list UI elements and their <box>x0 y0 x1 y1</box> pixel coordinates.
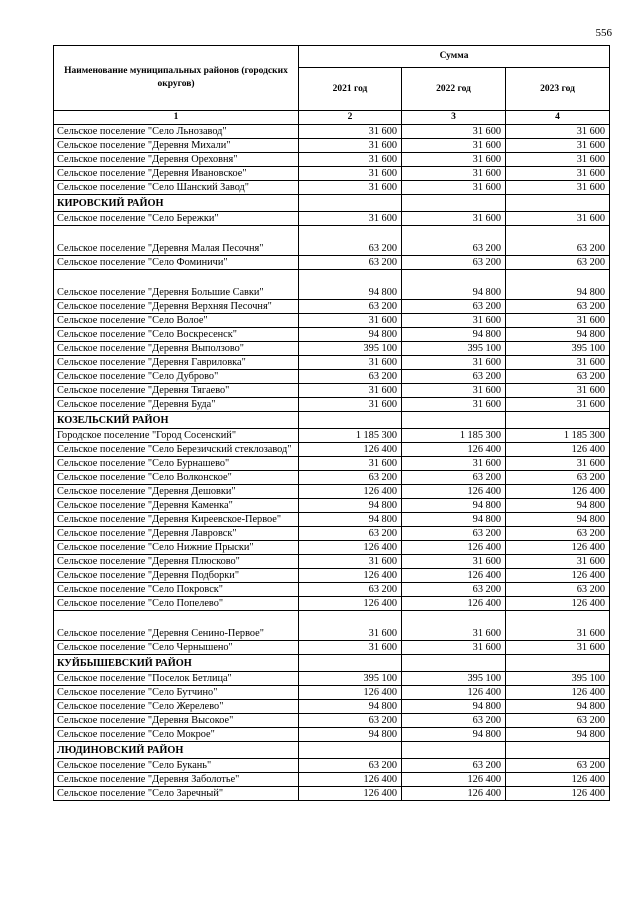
settlement-name: Сельское поселение "Село Нижние Прыски" <box>54 541 299 555</box>
table-row <box>54 212 610 226</box>
amount-2021: 31 600 <box>299 398 402 412</box>
amount-2022: 94 800 <box>402 270 506 300</box>
settlement-name: Сельское поселение "Деревня Сенино-Первое" <box>54 611 299 641</box>
empty-cell <box>402 195 506 212</box>
settlement-name: Сельское поселение "Деревня Киреевское-Первое" <box>54 513 299 527</box>
amount-2021: 31 600 <box>299 212 402 226</box>
table-row <box>54 787 610 801</box>
amount-2021: 94 800 <box>299 499 402 513</box>
budget-table <box>53 45 610 801</box>
amount-2023: 31 600 <box>506 356 610 370</box>
amount-2021: 31 600 <box>299 125 402 139</box>
amount-2022: 31 600 <box>402 139 506 153</box>
amount-2021: 94 800 <box>299 700 402 714</box>
settlement-name: Сельское поселение "Село Фоминичи" <box>54 256 299 270</box>
settlement-name: Сельское поселение "Деревня Плюсково" <box>54 555 299 569</box>
settlement-name: Сельское поселение "Село Льнозавод" <box>54 125 299 139</box>
district-name: ЛЮДИНОВСКИЙ РАЙОН <box>54 742 299 759</box>
amount-2023: 63 200 <box>506 714 610 728</box>
settlement-name: Сельское поселение "Поселок Бетлица" <box>54 672 299 686</box>
amount-2021: 31 600 <box>299 314 402 328</box>
settlement-name: Сельское поселение "Деревня Выползово" <box>54 342 299 356</box>
table-row <box>54 443 610 457</box>
amount-2022: 126 400 <box>402 597 506 611</box>
table-row <box>54 611 610 641</box>
amount-2023: 395 100 <box>506 672 610 686</box>
amount-2023: 63 200 <box>506 300 610 314</box>
amount-2023: 31 600 <box>506 139 610 153</box>
empty-cell <box>506 412 610 429</box>
amount-2023: 31 600 <box>506 153 610 167</box>
amount-2022: 1 185 300 <box>402 429 506 443</box>
table-row <box>54 672 610 686</box>
amount-2021: 395 100 <box>299 342 402 356</box>
page-number: 556 <box>595 27 612 39</box>
amount-2023: 31 600 <box>506 641 610 655</box>
amount-2023: 63 200 <box>506 759 610 773</box>
amount-2023: 126 400 <box>506 773 610 787</box>
settlement-name: Сельское поселение "Деревня Верхняя Песочня" <box>54 300 299 314</box>
amount-2022: 126 400 <box>402 787 506 801</box>
amount-2023: 31 600 <box>506 398 610 412</box>
table-row <box>54 457 610 471</box>
table-row <box>54 499 610 513</box>
amount-2023: 63 200 <box>506 471 610 485</box>
amount-2022: 31 600 <box>402 641 506 655</box>
settlement-name: Сельское поселение "Село Волконское" <box>54 471 299 485</box>
table-row <box>54 471 610 485</box>
amount-2023: 126 400 <box>506 569 610 583</box>
amount-2021: 31 600 <box>299 384 402 398</box>
district-header-row <box>54 742 610 759</box>
amount-2023: 31 600 <box>506 314 610 328</box>
amount-2022: 94 800 <box>402 513 506 527</box>
table-row <box>54 597 610 611</box>
table-row <box>54 167 610 181</box>
amount-2022: 63 200 <box>402 583 506 597</box>
settlement-name: Сельское поселение "Деревня Михали" <box>54 139 299 153</box>
table-row <box>54 342 610 356</box>
table-row <box>54 300 610 314</box>
amount-2021: 63 200 <box>299 471 402 485</box>
table-row <box>54 773 610 787</box>
amount-2022: 63 200 <box>402 759 506 773</box>
empty-cell <box>402 742 506 759</box>
table-row <box>54 728 610 742</box>
amount-2023: 31 600 <box>506 384 610 398</box>
amount-2021: 63 200 <box>299 300 402 314</box>
amount-2021: 63 200 <box>299 583 402 597</box>
amount-2022: 31 600 <box>402 611 506 641</box>
settlement-name: Сельское поселение "Деревня Дешовки" <box>54 485 299 499</box>
amount-2021: 31 600 <box>299 611 402 641</box>
amount-2021: 63 200 <box>299 714 402 728</box>
settlement-name: Сельское поселение "Село Заречный" <box>54 787 299 801</box>
table-row <box>54 583 610 597</box>
settlement-name: Сельское поселение "Деревня Лавровск" <box>54 527 299 541</box>
settlement-name: Сельское поселение "Деревня Буда" <box>54 398 299 412</box>
settlement-name: Сельское поселение "Село Бутчино" <box>54 686 299 700</box>
empty-cell <box>506 742 610 759</box>
table-row <box>54 700 610 714</box>
settlement-name: Сельское поселение "Деревня Большие Савки" <box>54 270 299 300</box>
amount-2023: 31 600 <box>506 212 610 226</box>
table-row <box>54 125 610 139</box>
settlement-name: Сельское поселение "Деревня Гавриловка" <box>54 356 299 370</box>
table-row <box>54 384 610 398</box>
amount-2023: 94 800 <box>506 700 610 714</box>
amount-2021: 126 400 <box>299 597 402 611</box>
settlement-name: Сельское поселение "Село Мокрое" <box>54 728 299 742</box>
amount-2023: 63 200 <box>506 583 610 597</box>
amount-2023: 63 200 <box>506 527 610 541</box>
amount-2021: 63 200 <box>299 370 402 384</box>
settlement-name: Сельское поселение "Село Жерелево" <box>54 700 299 714</box>
district-header-row <box>54 195 610 212</box>
column-index-2: 2 <box>299 111 402 125</box>
amount-2023: 94 800 <box>506 270 610 300</box>
column-index-1: 1 <box>54 111 299 125</box>
amount-2022: 63 200 <box>402 370 506 384</box>
table-row <box>54 569 610 583</box>
empty-cell <box>299 195 402 212</box>
amount-2022: 31 600 <box>402 314 506 328</box>
amount-2021: 94 800 <box>299 270 402 300</box>
amount-2022: 94 800 <box>402 700 506 714</box>
amount-2022: 31 600 <box>402 398 506 412</box>
year-header-2023: 2023 год <box>506 68 610 111</box>
settlement-name: Сельское поселение "Деревня Заболотье" <box>54 773 299 787</box>
amount-2022: 31 600 <box>402 555 506 569</box>
amount-2021: 31 600 <box>299 356 402 370</box>
amount-2022: 31 600 <box>402 181 506 195</box>
table-row <box>54 370 610 384</box>
district-name: КУЙБЫШЕВСКИЙ РАЙОН <box>54 655 299 672</box>
year-header-2021: 2021 год <box>299 68 402 111</box>
amount-2022: 63 200 <box>402 471 506 485</box>
amount-2021: 31 600 <box>299 457 402 471</box>
amount-2023: 126 400 <box>506 443 610 457</box>
year-header-2022: 2022 год <box>402 68 506 111</box>
column-index-4: 4 <box>506 111 610 125</box>
amount-2021: 395 100 <box>299 672 402 686</box>
amount-2023: 63 200 <box>506 226 610 256</box>
amount-2021: 94 800 <box>299 328 402 342</box>
amount-2022: 63 200 <box>402 300 506 314</box>
empty-cell <box>402 412 506 429</box>
amount-2022: 94 800 <box>402 328 506 342</box>
amount-2022: 31 600 <box>402 356 506 370</box>
amount-2022: 31 600 <box>402 457 506 471</box>
table-row <box>54 153 610 167</box>
sum-header: Сумма <box>299 46 610 68</box>
settlement-name: Сельское поселение "Село Бережки" <box>54 212 299 226</box>
amount-2023: 94 800 <box>506 513 610 527</box>
table-row <box>54 398 610 412</box>
amount-2021: 31 600 <box>299 641 402 655</box>
settlement-name: Сельское поселение "Деревня Малая Песочня" <box>54 226 299 256</box>
district-header-row <box>54 412 610 429</box>
settlement-name: Сельское поселение "Село Покровск" <box>54 583 299 597</box>
settlement-name: Сельское поселение "Село Волое" <box>54 314 299 328</box>
table-row <box>54 314 610 328</box>
table-row <box>54 356 610 370</box>
amount-2021: 126 400 <box>299 485 402 499</box>
empty-cell <box>506 655 610 672</box>
table-row <box>54 226 610 256</box>
amount-2022: 63 200 <box>402 226 506 256</box>
amount-2022: 63 200 <box>402 256 506 270</box>
amount-2021: 126 400 <box>299 569 402 583</box>
amount-2021: 63 200 <box>299 759 402 773</box>
district-header-row <box>54 655 610 672</box>
amount-2022: 31 600 <box>402 167 506 181</box>
table-row <box>54 714 610 728</box>
amount-2022: 31 600 <box>402 125 506 139</box>
amount-2023: 31 600 <box>506 457 610 471</box>
amount-2023: 94 800 <box>506 328 610 342</box>
settlement-name: Сельское поселение "Село Дуброво" <box>54 370 299 384</box>
amount-2023: 31 600 <box>506 125 610 139</box>
amount-2021: 126 400 <box>299 773 402 787</box>
amount-2023: 31 600 <box>506 611 610 641</box>
table-row <box>54 270 610 300</box>
amount-2021: 31 600 <box>299 167 402 181</box>
amount-2023: 94 800 <box>506 499 610 513</box>
empty-cell <box>299 412 402 429</box>
amount-2021: 126 400 <box>299 443 402 457</box>
settlement-name: Сельское поселение "Село Воскресенск" <box>54 328 299 342</box>
amount-2021: 63 200 <box>299 527 402 541</box>
settlement-name: Сельское поселение "Село Шанский Завод" <box>54 181 299 195</box>
table-row <box>54 181 610 195</box>
table-row <box>54 641 610 655</box>
table-row <box>54 541 610 555</box>
amount-2021: 31 600 <box>299 139 402 153</box>
amount-2022: 63 200 <box>402 527 506 541</box>
amount-2021: 126 400 <box>299 541 402 555</box>
amount-2022: 31 600 <box>402 384 506 398</box>
amount-2023: 126 400 <box>506 597 610 611</box>
amount-2021: 126 400 <box>299 686 402 700</box>
amount-2023: 126 400 <box>506 485 610 499</box>
amount-2022: 94 800 <box>402 499 506 513</box>
amount-2022: 31 600 <box>402 212 506 226</box>
settlement-name: Сельское поселение "Деревня Высокое" <box>54 714 299 728</box>
table-row <box>54 429 610 443</box>
amount-2021: 63 200 <box>299 256 402 270</box>
amount-2023: 31 600 <box>506 555 610 569</box>
amount-2023: 126 400 <box>506 686 610 700</box>
amount-2022: 126 400 <box>402 485 506 499</box>
settlement-name: Сельское поселение "Деревня Подборки" <box>54 569 299 583</box>
table-row <box>54 759 610 773</box>
amount-2023: 94 800 <box>506 728 610 742</box>
amount-2023: 31 600 <box>506 181 610 195</box>
amount-2021: 31 600 <box>299 181 402 195</box>
table-row <box>54 328 610 342</box>
amount-2023: 1 185 300 <box>506 429 610 443</box>
table-row <box>54 513 610 527</box>
amount-2022: 31 600 <box>402 153 506 167</box>
amount-2022: 126 400 <box>402 773 506 787</box>
table-row <box>54 485 610 499</box>
amount-2022: 94 800 <box>402 728 506 742</box>
table-row <box>54 527 610 541</box>
amount-2023: 126 400 <box>506 541 610 555</box>
amount-2022: 395 100 <box>402 342 506 356</box>
amount-2023: 63 200 <box>506 256 610 270</box>
amount-2022: 395 100 <box>402 672 506 686</box>
name-column-header: Наименование муниципальных районов (городских округов) <box>54 46 299 111</box>
amount-2021: 126 400 <box>299 787 402 801</box>
amount-2021: 94 800 <box>299 513 402 527</box>
amount-2022: 63 200 <box>402 714 506 728</box>
settlement-name: Сельское поселение "Село Березичский стеклозавод" <box>54 443 299 457</box>
settlement-name: Сельское поселение "Деревня Ивановское" <box>54 167 299 181</box>
district-name: КИРОВСКИЙ РАЙОН <box>54 195 299 212</box>
settlement-name: Сельское поселение "Село Чернышено" <box>54 641 299 655</box>
amount-2021: 1 185 300 <box>299 429 402 443</box>
empty-cell <box>506 195 610 212</box>
settlement-name: Сельское поселение "Село Бурнашево" <box>54 457 299 471</box>
table-row <box>54 555 610 569</box>
settlement-name: Городское поселение "Город Сосенский" <box>54 429 299 443</box>
settlement-name: Сельское поселение "Село Попелево" <box>54 597 299 611</box>
empty-cell <box>299 742 402 759</box>
column-index-3: 3 <box>402 111 506 125</box>
amount-2021: 31 600 <box>299 153 402 167</box>
empty-cell <box>299 655 402 672</box>
amount-2023: 31 600 <box>506 167 610 181</box>
settlement-name: Сельское поселение "Село Букань" <box>54 759 299 773</box>
table-body <box>54 125 610 801</box>
settlement-name: Сельское поселение "Деревня Ореховня" <box>54 153 299 167</box>
amount-2022: 126 400 <box>402 686 506 700</box>
empty-cell <box>402 655 506 672</box>
amount-2021: 94 800 <box>299 728 402 742</box>
amount-2023: 395 100 <box>506 342 610 356</box>
amount-2022: 126 400 <box>402 443 506 457</box>
amount-2021: 31 600 <box>299 555 402 569</box>
district-name: КОЗЕЛЬСКИЙ РАЙОН <box>54 412 299 429</box>
settlement-name: Сельское поселение "Деревня Каменка" <box>54 499 299 513</box>
table-row <box>54 256 610 270</box>
table-row <box>54 139 610 153</box>
amount-2022: 126 400 <box>402 541 506 555</box>
amount-2023: 63 200 <box>506 370 610 384</box>
settlement-name: Сельское поселение "Деревня Тягаево" <box>54 384 299 398</box>
amount-2023: 126 400 <box>506 787 610 801</box>
amount-2021: 63 200 <box>299 226 402 256</box>
table-row <box>54 686 610 700</box>
amount-2022: 126 400 <box>402 569 506 583</box>
